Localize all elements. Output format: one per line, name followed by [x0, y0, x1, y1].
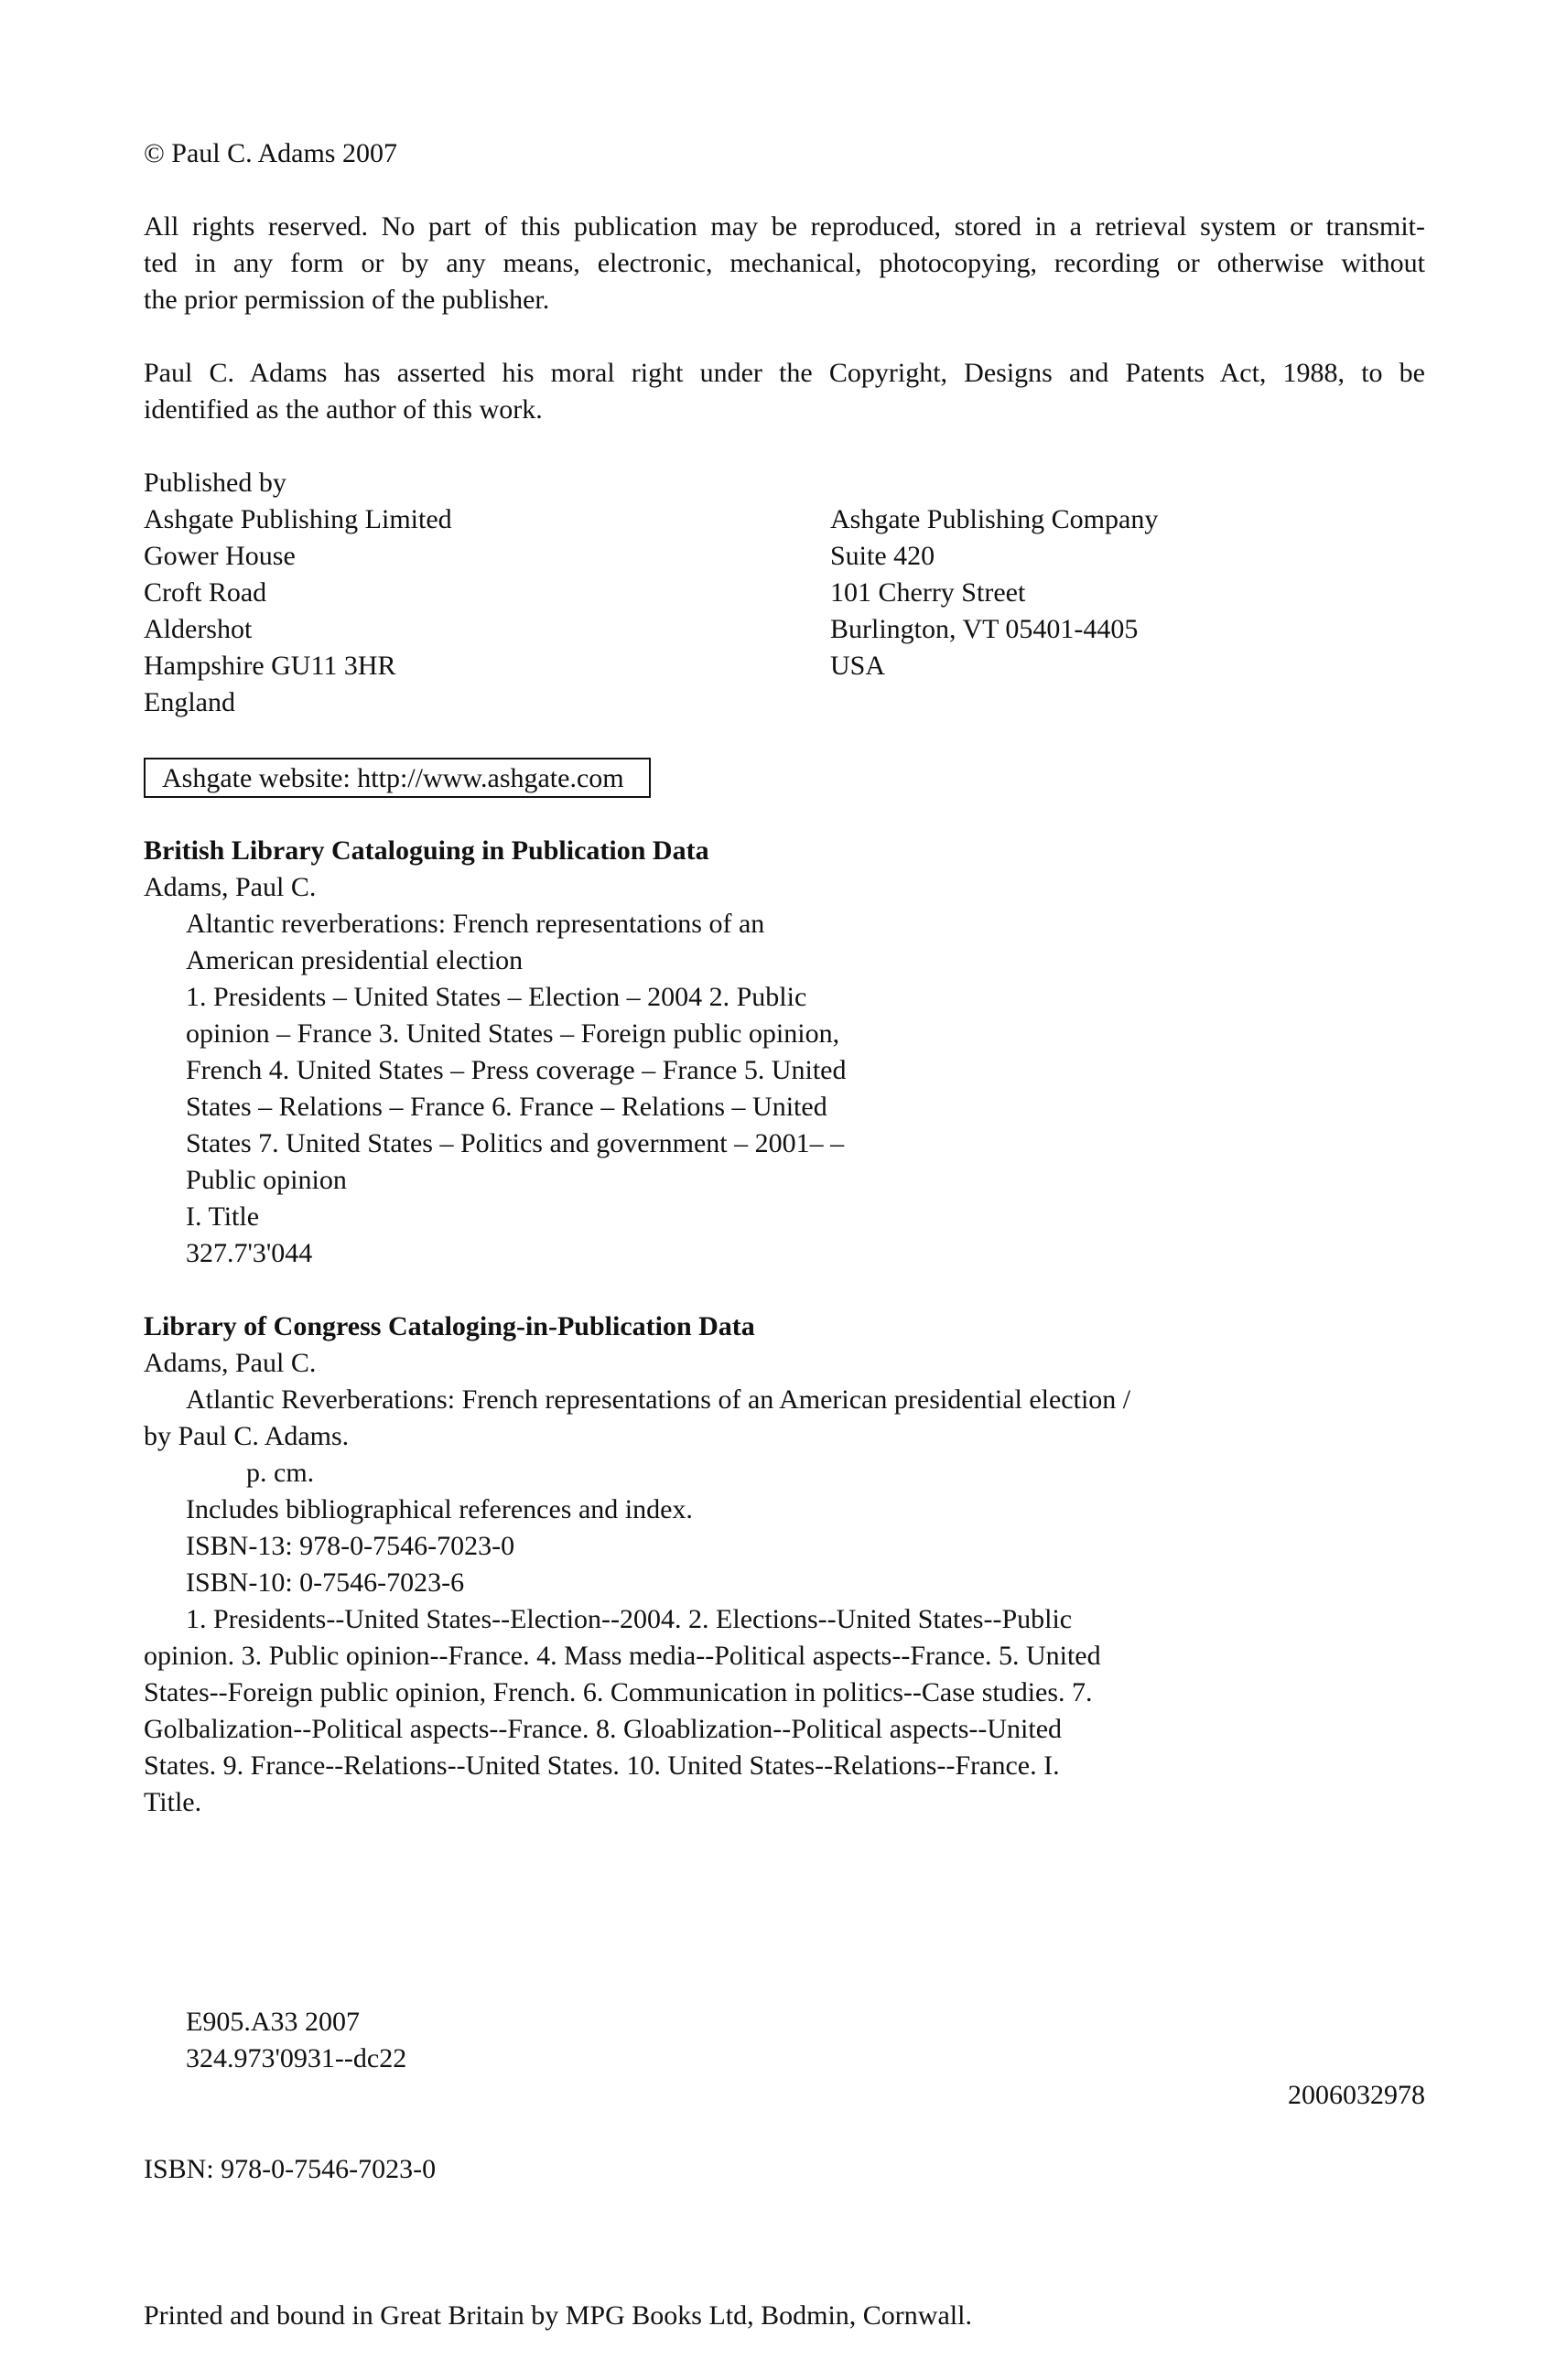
loc-subject-line: States. 9. France--Relations--United States. 10. United States--Relations--France. I. — [144, 1750, 1060, 1781]
moral-right-line: Paul C. Adams has asserted his moral right under the Copyright, Designs and Patents Act, 1988, to be — [144, 358, 1425, 388]
address-line: Suite 420 — [830, 541, 935, 571]
loc-title-line: by Paul C. Adams. — [144, 1421, 350, 1451]
published-by-label: Published by — [144, 468, 286, 498]
rights-line: All rights reserved. No part of this publication may be reproduced, stored in a retrieval system or transmit- — [144, 211, 1425, 242]
loc-subject-line: States--Foreign public opinion, French. 6. Communication in politics--Case studies. 7. — [144, 1677, 1093, 1707]
address-line: England — [144, 687, 235, 717]
loc-subject-line: opinion. 3. Public opinion--France. 4. Mass media--Political aspects--France. 5. United — [144, 1641, 1101, 1671]
british-library-cip — [144, 833, 846, 1272]
address-line: USA — [830, 651, 886, 681]
loc-classification — [144, 2004, 406, 2077]
bl-heading: British Library Cataloguing in Publication Data — [144, 835, 709, 866]
loc-subject-line: Golbalization--Political aspects--France. 8. Gloablization--Political aspects--United — [144, 1714, 1063, 1744]
publisher-us-address — [830, 501, 1158, 684]
rights-line: ted in any form or by any means, electronic, mechanical, photocopying, recording or otherwise without — [144, 248, 1425, 278]
address-line: Croft Road — [144, 577, 267, 608]
bl-line: opinion – France 3. United States – Foreign public opinion, — [186, 1018, 840, 1049]
address-line: 101 Cherry Street — [830, 577, 1026, 608]
loc-heading: Library of Congress Cataloging-in-Publication Data — [144, 1311, 755, 1341]
loc-class-line: 324.973'0931--dc22 — [186, 2043, 407, 2073]
loc-detail: ISBN-13: 978-0-7546-7023-0 — [186, 1531, 515, 1561]
loc-detail: ISBN-10: 0-7546-7023-6 — [186, 1567, 465, 1598]
loc-class-line: E905.A33 2007 — [186, 2007, 360, 2037]
loc-detail: Includes bibliographical references and index. — [186, 1494, 693, 1524]
loc-author: Adams, Paul C. — [144, 1348, 317, 1378]
copyright-notice: © Paul C. Adams 2007 — [144, 138, 397, 168]
address-line: Ashgate Publishing Limited — [144, 504, 452, 534]
library-of-congress-cip — [144, 1308, 1130, 1821]
printed-by: Printed and bound in Great Britain by MPG Books Ltd, Bodmin, Cornwall. — [144, 2300, 972, 2331]
bl-line: 327.7'3'044 — [186, 1238, 313, 1268]
website-box: Ashgate website: http://www.ashgate.com — [144, 758, 651, 798]
bl-line: 1. Presidents – United States – Election – 2004 2. Public — [186, 982, 807, 1012]
address-line: Aldershot — [144, 614, 253, 644]
bl-line: States – Relations – France 6. France – Relations – United — [186, 1092, 827, 1122]
moral-right-paragraph — [144, 355, 1425, 428]
bl-line: States 7. United States – Politics and government – 2001– – — [186, 1128, 845, 1158]
bl-line: French 4. United States – Press coverage – France 5. United — [186, 1055, 847, 1085]
bl-line: American presidential election — [186, 945, 524, 975]
loc-subject-line: Title. — [144, 1787, 202, 1817]
publisher-uk-address — [144, 501, 452, 721]
address-line: Burlington, VT 05401-4405 — [830, 614, 1139, 644]
address-line: Ashgate Publishing Company — [830, 504, 1159, 534]
address-line: Gower House — [144, 541, 296, 571]
loc-control-number: 2006032978 — [1288, 2080, 1425, 2110]
loc-subject-line: 1. Presidents--United States--Election--2004. 2. Elections--United States--Public — [186, 1604, 1073, 1634]
rights-line: the prior permission of the publisher. — [144, 285, 550, 315]
loc-title-line: Atlantic Reverberations: French representations of an American presidential election / — [186, 1384, 1131, 1415]
isbn: ISBN: 978-0-7546-7023-0 — [144, 2154, 437, 2184]
address-line: Hampshire GU11 3HR — [144, 651, 396, 681]
loc-pcm: p. cm. — [246, 1458, 315, 1488]
bl-line: I. Title — [186, 1201, 260, 1232]
bl-line: Public opinion — [186, 1165, 347, 1195]
bl-author: Adams, Paul C. — [144, 872, 317, 902]
moral-right-line: identified as the author of this work. — [144, 394, 543, 425]
rights-reserved-paragraph — [144, 209, 1425, 318]
bl-line: Altantic reverberations: French representations of an — [186, 909, 765, 939]
